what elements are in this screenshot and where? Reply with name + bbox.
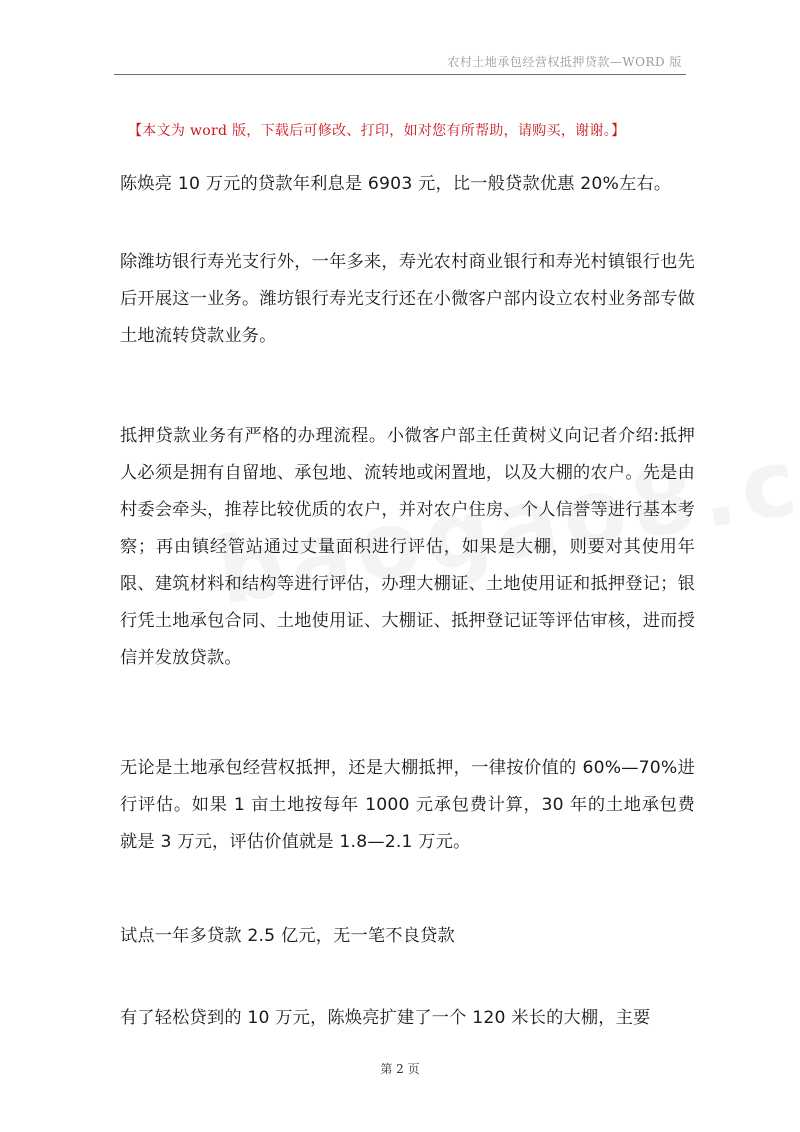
page-number: 第 2 页 [380,1062,420,1076]
paragraph-4: 无论是土地承包经营权抵押，还是大棚抵押，一律按价值的 60%—70%进行评估。如果 1 亩土地按每年 1000 元承包费计算，30 年的土地承包费就是 3 万元，评估价值就是 1.8—2.1 万元。 [120,758,695,852]
paragraph-1: 陈焕亮 10 万元的贷款年利息是 6903 元，比一般贷款优惠 20%左右。 [120,174,672,194]
paragraph-5: 有了轻松贷到的 10 万元，陈焕亮扩建了一个 120 米长的大棚，主要 [120,1008,651,1028]
running-header: 农村土地承包经营权抵押贷款—WORD 版 [447,55,682,69]
paragraph-3: 抵押贷款业务有严格的办理流程。小微客户部主任黄树义向记者介绍:抵押人必须是拥有自留地、承包地、流转地或闲置地，以及大棚的农户。先是由村委会牵头，推荐比较优质的农户，并对农户住房、个人信誉等进行基本考察；再由镇经管站通过丈量面积进行评估，如果是大棚，则要对其使用年限、建筑材料和结构等进行评估，办理大棚证、土地使用证和抵押登记；银行凭土地承包合同、土地使用证、大棚证、抵押登记证等评估审核，进而授信并发放贷款。 [120,426,695,668]
header-divider [114,74,686,75]
section-heading: 试点一年多贷款 2.5 亿元，无一笔不良贷款 [120,926,455,946]
paragraph-2: 除潍坊银行寿光支行外，一年多来，寿光农村商业银行和寿光村镇银行也先后开展这一业务。潍坊银行寿光支行还在小微客户部内设立农村业务部专做土地流转贷款业务。 [120,252,695,346]
purchase-notice: 【本文为 word 版，下载后可修改、打印，如对您有所帮助，请购买，谢谢。】 [128,123,626,139]
